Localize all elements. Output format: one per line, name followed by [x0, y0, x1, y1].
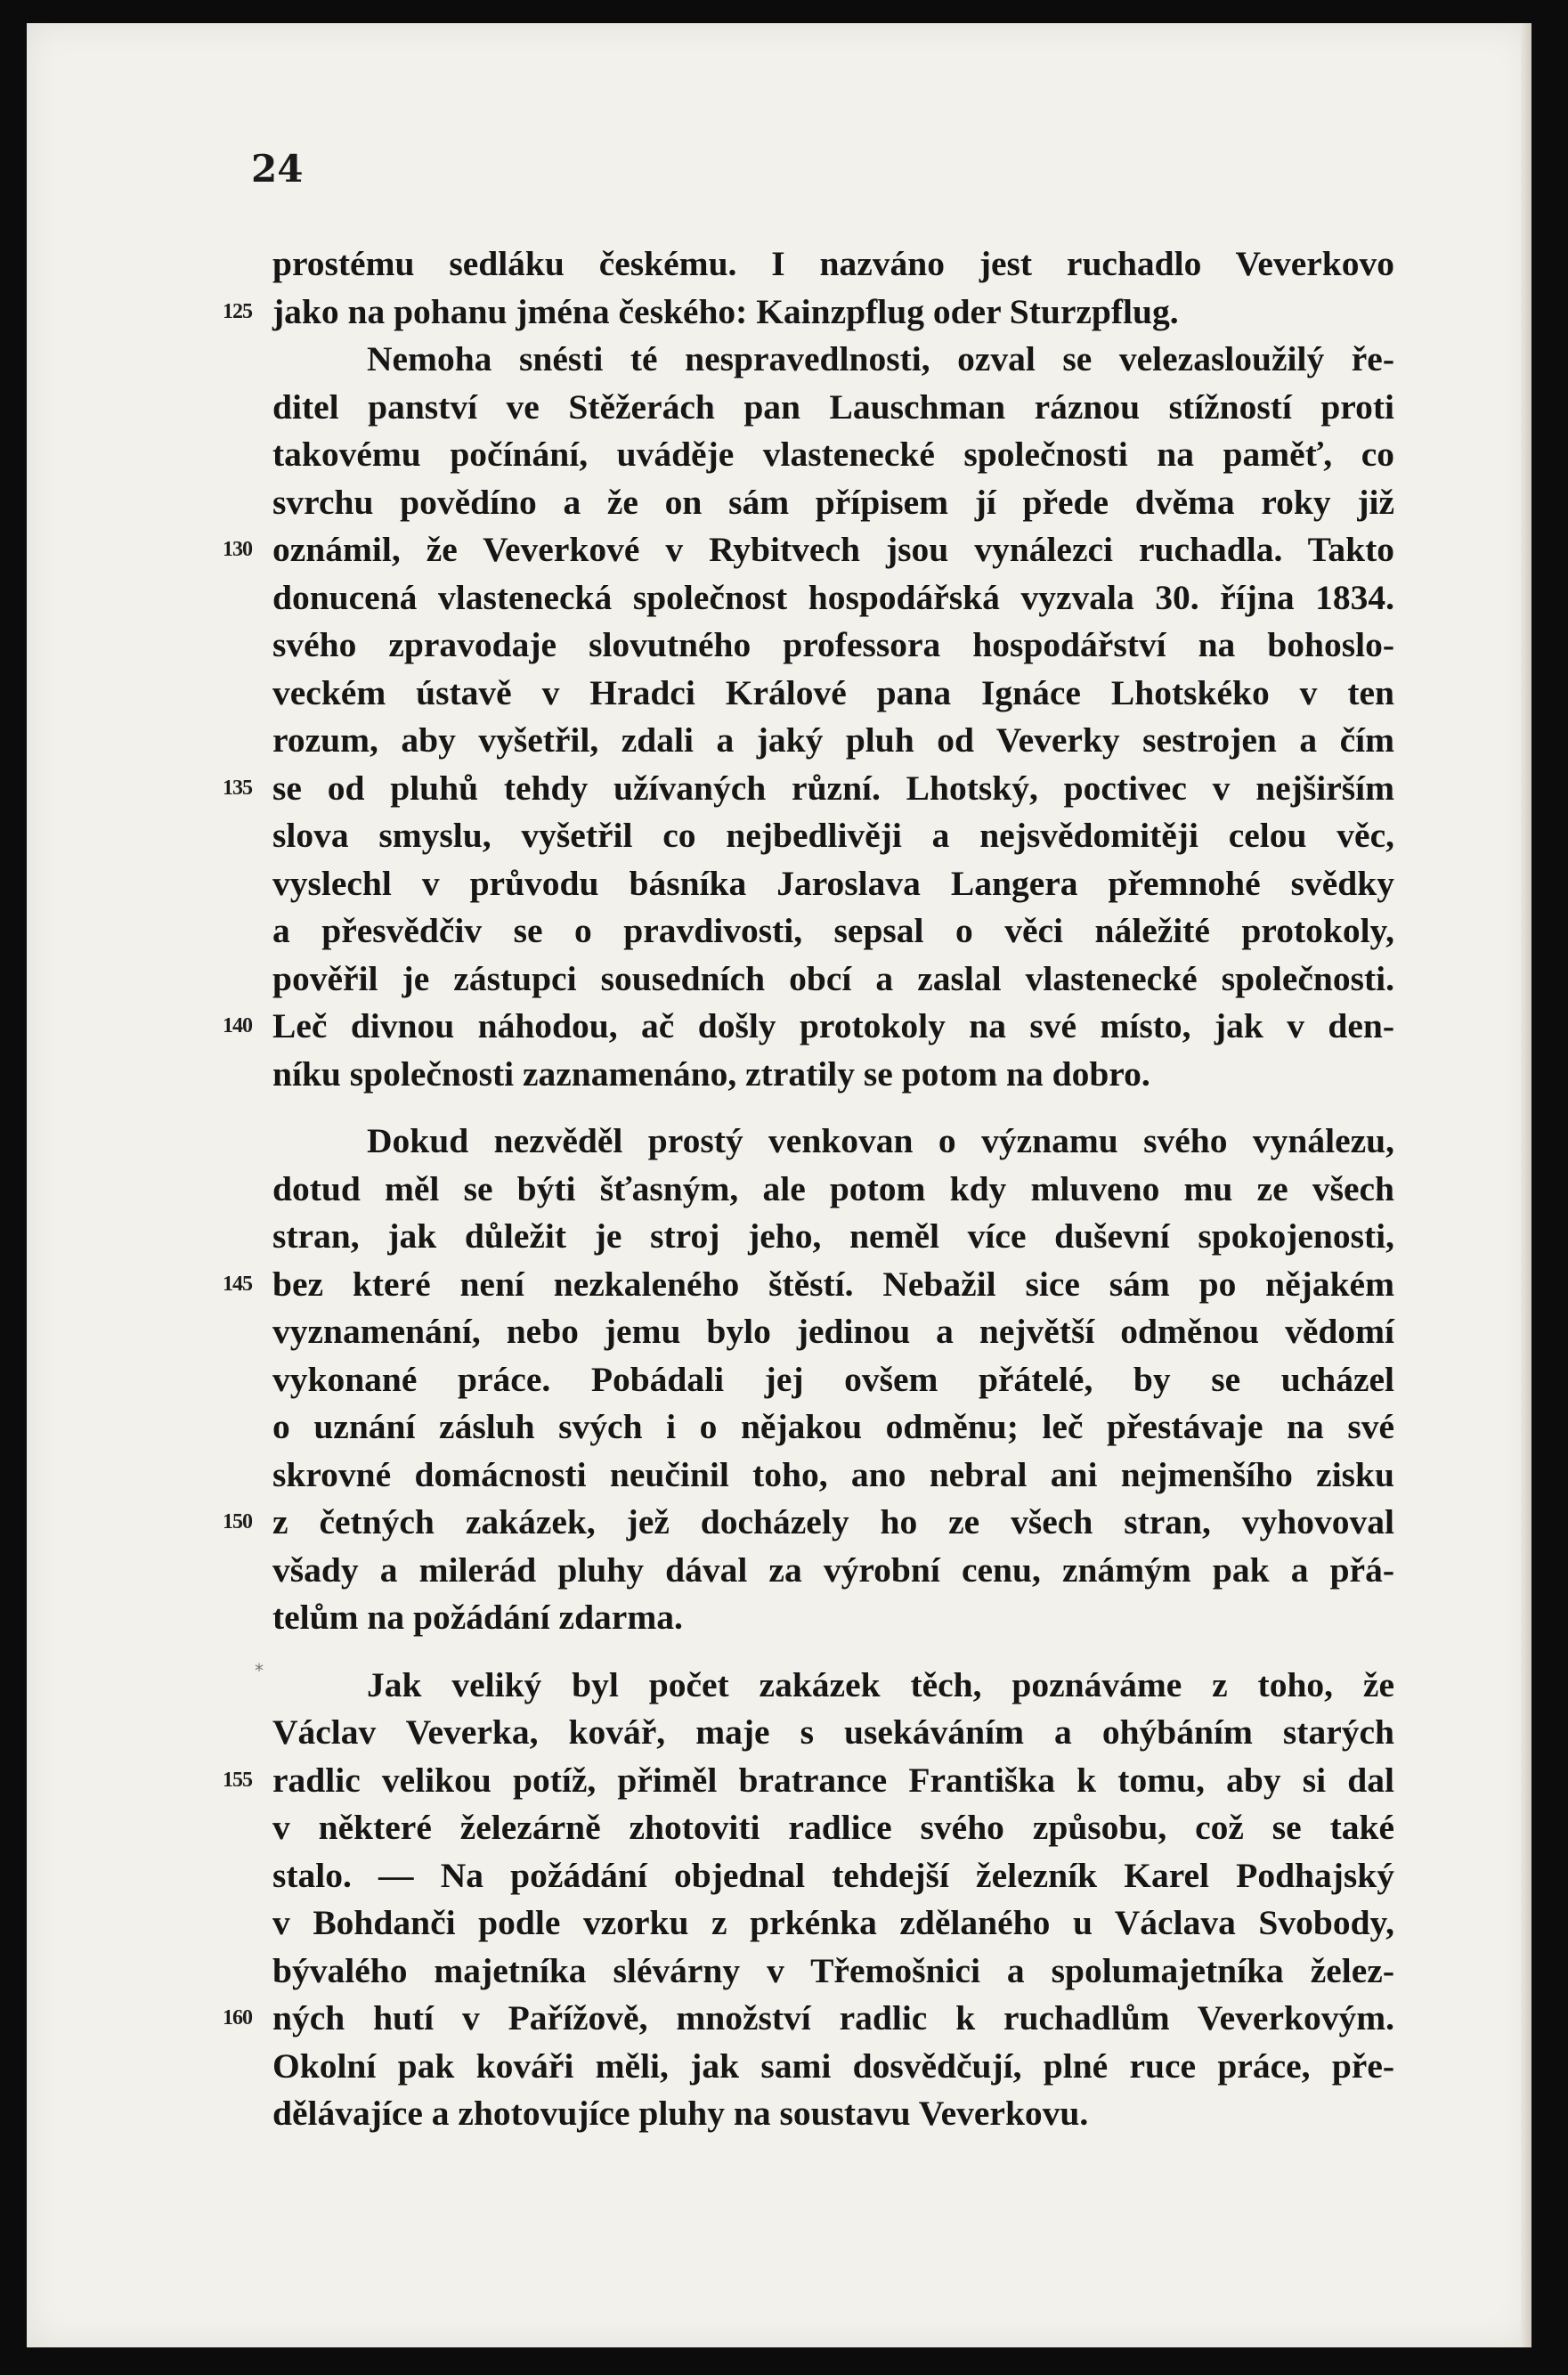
line-text: všady a milerád pluhy dával za výrobní cenu, známým pak a přá- — [272, 1549, 1394, 1590]
text-line — [272, 479, 1394, 527]
line-text: donucená vlastenecká společnost hospodářská vyzvala 30. října 1834. — [272, 577, 1394, 617]
body-text — [223, 240, 1394, 2138]
line-text: Václav Veverka, kovář, maje s usekáváním a ohýbáním starých — [272, 1712, 1394, 1752]
line-text: ditel panství ve Stěžerách pan Lauschman ráznou stížností proti — [272, 386, 1394, 427]
text-line — [272, 1051, 1394, 1099]
line-text: oznámil, že Veverkové v Rybitvech jsou vynálezci ruchadla. Takto — [272, 530, 1394, 569]
line-text: stalo. — Na požádání objednal tehdejší železník Karel Podhajský — [272, 1855, 1394, 1895]
text-line — [223, 289, 1394, 337]
line-text: svého zpravodaje slovutného professora hospodářství na bohoslo- — [272, 625, 1394, 664]
line-text: Nemoha snésti té nespravedlnosti, ozval se velezasloužilý ře- — [367, 339, 1394, 378]
line-text: bez které není nezkaleného štěstí. Nebažil sice sám po nějakém — [272, 1264, 1394, 1304]
text-line — [272, 240, 1394, 289]
text-line — [272, 2043, 1394, 2091]
text-line — [272, 2090, 1394, 2138]
line-text: Leč divnou náhodou, ač došly protokoly na své místo, jak v den- — [272, 1006, 1394, 1045]
line-number: 155 — [223, 1768, 252, 1792]
line-text: slova smyslu, vyšetřil co nejbedlivěji a nejsvědomitěji celou věc, — [272, 816, 1394, 855]
page-number: 24 — [251, 147, 304, 191]
text-line — [272, 336, 1394, 384]
text-line — [272, 1804, 1394, 1852]
text-line — [272, 860, 1394, 908]
line-text: v Bohdanči podle vzorku z prkénka zdělaného u Václava Svobody, — [272, 1903, 1394, 1942]
line-text: radlic velikou potíž, přiměl bratrance Františka k tomu, aby si dal — [272, 1760, 1394, 1800]
text-line — [272, 1662, 1394, 1710]
line-text: se od pluhů tehdy užívaných různí. Lhotský, poctivec v nejširším — [272, 768, 1394, 808]
text-line — [272, 1403, 1394, 1452]
line-text: dělávajíce a zhotovujíce pluhy na soustavu Veverkovu. — [272, 2094, 1089, 2133]
line-text: z četných zakázek, jež docházely ho ze všech stran, vyhovoval — [272, 1502, 1394, 1541]
text-line — [272, 1166, 1394, 1214]
line-text: pověřil je zástupci sousedních obcí a zaslal vlastenecké společnosti. — [272, 958, 1394, 998]
page-edge-shadow — [1521, 23, 1531, 2347]
line-text: vyslechl v průvodu básníka Jaroslava Langera přemnohé svědky — [272, 863, 1394, 903]
text-line — [223, 1995, 1394, 2043]
line-text: takovému počínání, uváděje vlastenecké společnosti na paměť, co — [272, 435, 1394, 474]
line-text: vyznamenání, nebo jemu bylo jedinou a největší odměnou vědomí — [272, 1312, 1394, 1351]
text-line — [272, 1852, 1394, 1900]
line-text: dotud měl se býti šťasným, ale potom kdy mluveno mu ze všech — [272, 1168, 1394, 1208]
line-text: rozum, aby vyšetřil, zdali a jaký pluh od Veverky sestrojen a čím — [272, 720, 1394, 760]
text-line — [272, 622, 1394, 670]
line-text: Dokud nezvěděl prostý venkovan o významu svého vynálezu, — [367, 1121, 1394, 1160]
text-line — [272, 1356, 1394, 1404]
text-line — [272, 384, 1394, 432]
line-text: telům na požádání zdarma. — [272, 1598, 683, 1637]
text-line — [272, 1308, 1394, 1356]
text-line — [272, 574, 1394, 622]
line-number: 140 — [223, 1014, 252, 1037]
line-text: ných hutí v Pařížově, množství radlic k ruchadlům Veverkovým. — [272, 1998, 1394, 2037]
text-line — [272, 1948, 1394, 1996]
text-line — [223, 1499, 1394, 1547]
text-line — [272, 1709, 1394, 1757]
text-line — [272, 1547, 1394, 1595]
line-number: 150 — [223, 1510, 252, 1533]
line-text: veckém ústavě v Hradci Králové pana Ignáce Lhotskéko v ten — [272, 672, 1394, 712]
text-line — [272, 1213, 1394, 1261]
line-text: Jak veliký byl počet zakázek těch, poznáváme z toho, že — [367, 1664, 1394, 1704]
line-text: skrovné domácnosti neučinil toho, ano nebral ani nejmenšího zisku — [272, 1454, 1394, 1494]
line-text: stran, jak důležit je stroj jeho, neměl více duševní spokojenosti, — [272, 1216, 1394, 1256]
line-text: jako na pohanu jména českého: Kainzpflug oder Sturzpflug. — [272, 291, 1179, 331]
text-line — [272, 1118, 1394, 1166]
text-line — [272, 907, 1394, 956]
line-text: vykonané práce. Pobádali jej ovšem přátelé, by se ucházel — [272, 1359, 1394, 1399]
line-text: a přesvědčiv se o pravdivosti, sepsal o věci náležité protokoly, — [272, 911, 1394, 950]
text-line — [223, 1003, 1394, 1051]
text-line — [272, 1452, 1394, 1500]
text-line — [223, 1757, 1394, 1805]
text-line — [272, 956, 1394, 1004]
text-line — [272, 717, 1394, 765]
line-number: 130 — [223, 538, 252, 561]
line-text: svrchu povědíno a že on sám přípisem jí přede dvěma roky již — [272, 482, 1394, 522]
line-number: 135 — [223, 776, 252, 800]
line-number: 145 — [223, 1272, 252, 1296]
line-number: 125 — [223, 299, 252, 323]
line-text: prostému sedláku českému. I nazváno jest ruchadlo Veverkovo — [272, 244, 1394, 283]
text-line — [272, 670, 1394, 718]
line-text: níku společnosti zaznamenáno, ztratily se potom na dobro. — [272, 1053, 1150, 1094]
stray-mark: * — [255, 1660, 264, 1681]
line-text: o uznání zásluh svých i o nějakou odměnu; leč přestávaje na své — [272, 1407, 1394, 1446]
text-line — [223, 526, 1394, 574]
text-line — [272, 431, 1394, 479]
text-line — [272, 1899, 1394, 1948]
line-text: Okolní pak kováři měli, jak sami dosvědčují, plné ruce práce, pře- — [272, 2046, 1394, 2086]
text-line — [272, 1594, 1394, 1642]
text-line — [272, 812, 1394, 860]
line-text: bývalého majetníka slévárny v Třemošnici a spolumajetníka želez- — [272, 1950, 1394, 1990]
line-number: 160 — [223, 2006, 252, 2029]
text-line — [223, 765, 1394, 813]
line-text: v některé železárně zhotoviti radlice svého způsobu, což se také — [272, 1808, 1394, 1847]
text-line — [223, 1261, 1394, 1309]
